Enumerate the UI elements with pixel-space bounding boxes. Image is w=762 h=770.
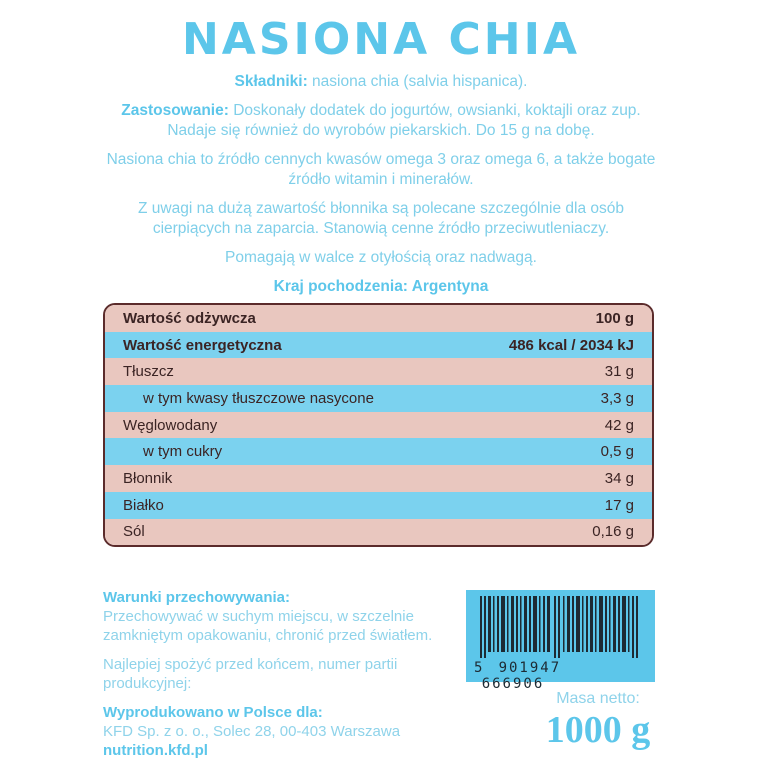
product-description <box>100 72 662 306</box>
row-label: Tłuszcz <box>123 363 174 381</box>
row-value: 3,3 g <box>600 389 634 407</box>
storage-label: Warunki przechowywania: <box>103 589 290 606</box>
table-row <box>105 332 652 359</box>
fiber-paragraph: Z uwagi na dużą zawartość błonnika są polecane szczególnie dla osób cierpiących na zaparcia. Stanowią cenne źródło przeciwutleniaczy. <box>138 200 624 237</box>
storage-text: Przechowywać w suchym miejscu, w szczelnie zamkniętym opakowaniu, chronić przed światłem. <box>103 608 433 644</box>
table-row <box>105 358 652 385</box>
omega-paragraph: Nasiona chia to źródło cennych kwasów omega 3 oraz omega 6, a także bogate źródło witamin i minerałów. <box>106 151 656 188</box>
row-label: w tym kwasy tłuszczowe nasycone <box>143 389 374 407</box>
row-value: 0,16 g <box>592 523 634 541</box>
usage-text: Doskonały dodatek do jogurtów, owsianki, koktajli oraz zup. Nadaje się również do wyrobów piekarskich. Do 15 g na dobę. <box>167 102 641 139</box>
best-before-text: Najlepiej spożyć przed końcem, numer partii produkcyjnej: <box>103 656 398 692</box>
barcode-bars-icon <box>480 596 640 658</box>
row-value: 17 g <box>604 496 634 514</box>
row-value: 486 kcal / 2034 kJ <box>508 336 634 354</box>
producer-paragraph <box>103 703 483 760</box>
table-row <box>105 492 652 519</box>
producer-address: KFD Sp. z o. o., Solec 28, 00-403 Warszawa <box>103 723 401 740</box>
table-row <box>105 305 652 332</box>
barcode <box>466 590 655 692</box>
table-row <box>105 438 652 465</box>
ingredients-label: Składniki: <box>234 73 308 90</box>
barcode-digits <box>474 660 650 692</box>
website-text: nutrition.kfd.pl <box>103 742 208 759</box>
row-value: 0,5 g <box>600 443 634 461</box>
ingredients-text: nasiona chia (salvia hispanica). <box>307 73 528 90</box>
ingredients-paragraph <box>100 72 662 92</box>
product-title: NASIONA CHIA <box>181 14 581 65</box>
row-label: Białko <box>123 496 164 514</box>
row-label: w tym cukry <box>143 443 223 461</box>
weight-paragraph: Pomagają w walce z otyłością oraz nadwagą. <box>225 249 537 266</box>
net-weight-value: 1000 g <box>545 709 651 751</box>
row-label: Błonnik <box>123 469 173 487</box>
row-label: Wartość energetyczna <box>123 336 282 354</box>
table-row <box>105 519 652 546</box>
storage-paragraph <box>103 588 483 645</box>
row-label: Sól <box>123 523 145 541</box>
usage-label: Zastosowanie: <box>121 102 229 119</box>
row-value: 100 g <box>595 309 634 327</box>
origin-text: Kraj pochodzenia: Argentyna <box>273 278 489 295</box>
barcode-digit-first: 5 <box>474 660 485 676</box>
net-weight-label: Masa netto: <box>556 690 640 707</box>
table-row <box>105 465 652 492</box>
producer-label: Wyprodukowano w Polsce dla: <box>103 704 323 721</box>
origin-paragraph <box>100 277 662 297</box>
barcode-digits-right: 666906 <box>481 676 545 692</box>
row-value: 34 g <box>604 469 634 487</box>
footer-info <box>103 588 483 770</box>
usage-paragraph <box>100 101 662 141</box>
row-label: Wartość odżywcza <box>123 309 256 327</box>
table-row <box>105 412 652 439</box>
row-value: 42 g <box>604 416 634 434</box>
barcode-digits-left: 901947 <box>498 660 562 676</box>
row-value: 31 g <box>604 363 634 381</box>
nutrition-table <box>103 303 654 547</box>
table-row <box>105 385 652 412</box>
row-label: Węglowodany <box>123 416 218 434</box>
